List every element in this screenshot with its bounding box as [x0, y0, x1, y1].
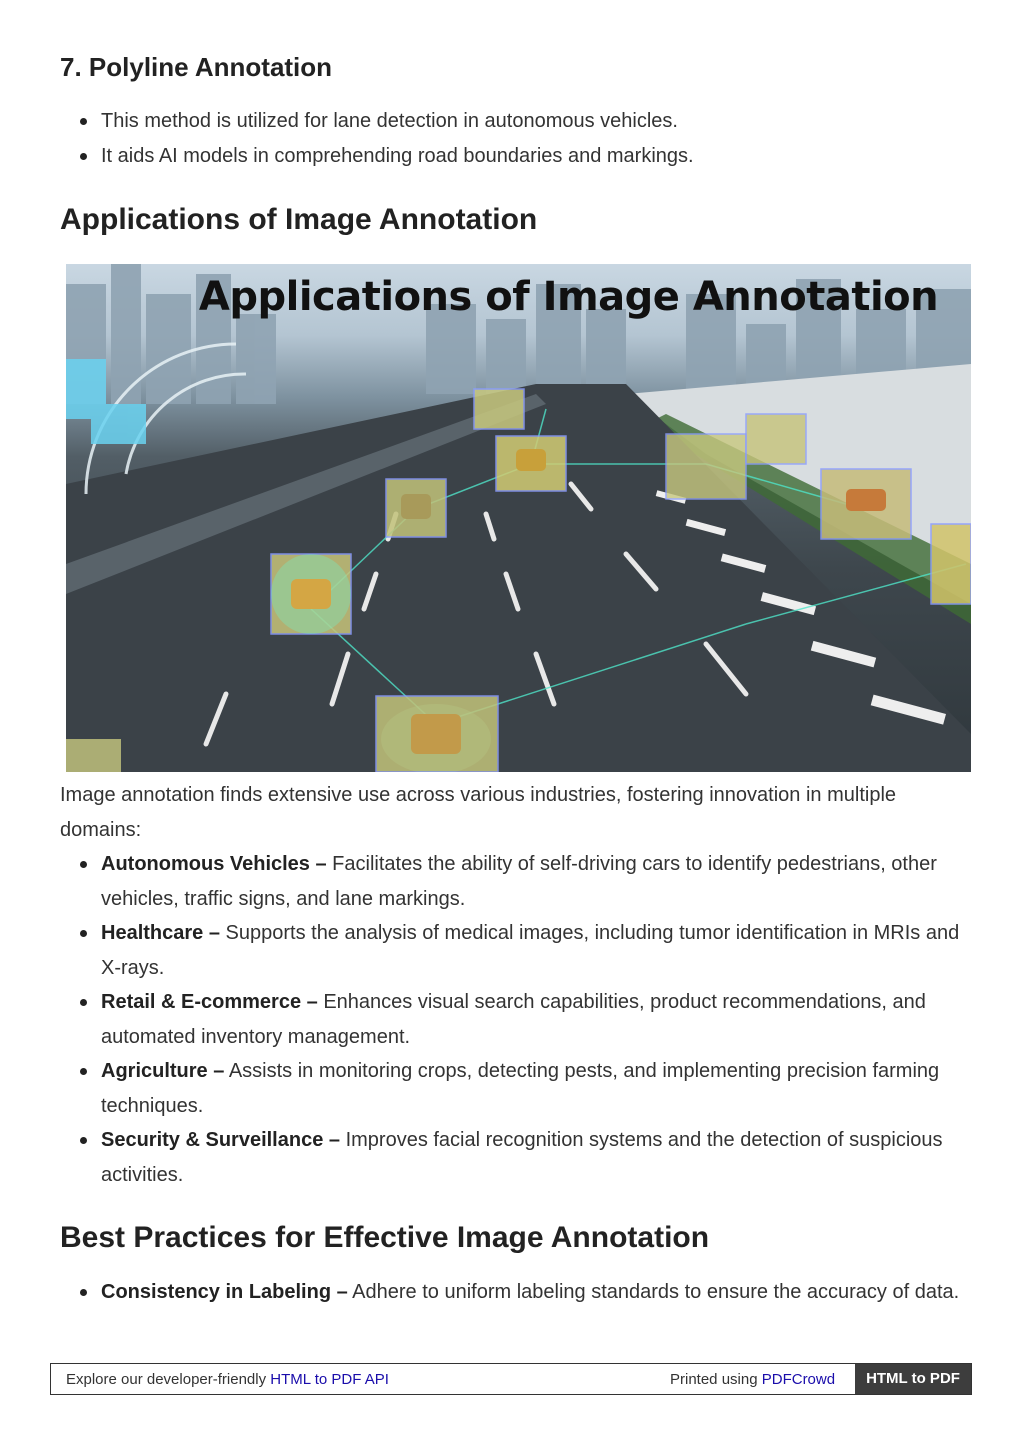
- list-item: Retail & E-commerce – Enhances visual search capabilities, product recommendations, and automated inventory management.: [60, 985, 960, 1054]
- list-item: Agriculture – Assists in monitoring crops, detecting pests, and implementing precision farming techniques.: [60, 1054, 960, 1123]
- polyline-list: [60, 104, 960, 173]
- applications-list: [60, 847, 960, 1192]
- pdf-footer: [50, 1363, 972, 1395]
- list-item: It aids AI models in comprehending road boundaries and markings.: [60, 139, 960, 174]
- list-item: Healthcare – Supports the analysis of medical images, including tumor identification in MRIs and X-rays.: [60, 916, 960, 985]
- list-item: This method is utilized for lane detection in autonomous vehicles.: [60, 104, 960, 139]
- list-item: Security & Surveillance – Improves facial recognition systems and the detection of suspicious activities.: [60, 1123, 960, 1192]
- applications-intro: Image annotation finds extensive use across various industries, fostering innovation in multiple domains:: [60, 784, 897, 841]
- applications-heading: Applications of Image Annotation: [60, 203, 538, 236]
- list-item: Consistency in Labeling – Adhere to uniform labeling standards to ensure the accuracy of data.: [60, 1275, 960, 1310]
- item-term: Retail & E-commerce –: [101, 991, 318, 1013]
- item-term: Autonomous Vehicles –: [101, 853, 327, 875]
- item-term: Consistency in Labeling –: [101, 1281, 348, 1303]
- footer-printed: Printed using PDFCrowd: [670, 1371, 836, 1388]
- highway-scene-graphic: [66, 264, 971, 772]
- applications-illustration: [66, 264, 971, 772]
- item-term: Agriculture –: [101, 1060, 225, 1082]
- illustration-title: Applications of Image Annotation: [198, 274, 939, 320]
- list-item: Autonomous Vehicles – Facilitates the ability of self-driving cars to identify pedestrians, other vehicles, traffic signs, and lane markings.: [60, 847, 960, 916]
- best-practices-heading: Best Practices for Effective Image Annotation: [60, 1221, 710, 1254]
- html-to-pdf-api-link[interactable]: HTML to PDF API: [270, 1371, 389, 1388]
- item-term: Healthcare –: [101, 922, 220, 944]
- item-term: Security & Surveillance –: [101, 1129, 341, 1151]
- polyline-heading: 7. Polyline Annotation: [60, 52, 333, 82]
- pdfcrowd-link[interactable]: PDFCrowd: [761, 1371, 836, 1388]
- best-practices-list: [60, 1275, 960, 1310]
- html-to-pdf-badge[interactable]: HTML to PDF: [855, 1364, 971, 1394]
- footer-left: Explore our developer-friendly HTML to PDF API: [66, 1371, 389, 1388]
